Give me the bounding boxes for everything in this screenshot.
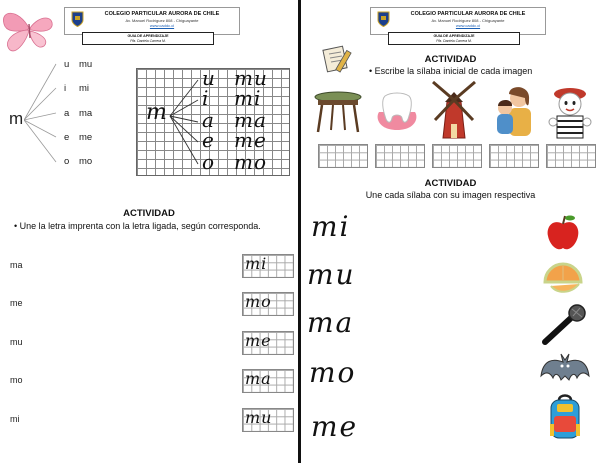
match-cursive-me[interactable] <box>242 331 294 355</box>
big-letter-m: m <box>9 109 24 128</box>
school-name: COLEGIO PARTICULAR AURORA DE CHILE <box>410 11 526 17</box>
answer-box-5[interactable] <box>546 144 596 168</box>
activity2-title: ACTIVIDAD <box>424 178 477 189</box>
cursive-syllable-mi: mi <box>234 86 262 110</box>
mother-child-picture <box>489 84 539 138</box>
school-crest-icon <box>377 11 390 27</box>
cursive-letter-m: m <box>146 100 168 125</box>
match-print-mu[interactable]: mu <box>10 337 23 347</box>
match-cursive-mu[interactable] <box>242 408 294 432</box>
vowel-a: a <box>64 108 70 119</box>
answer-box-2[interactable] <box>375 144 425 168</box>
match-cursive-mi[interactable] <box>242 254 294 278</box>
syllable-ma: ma <box>79 108 93 119</box>
left-worksheet-page <box>0 0 298 463</box>
activity1-instruction-text: Escribe la sílaba inicial de cada imagen <box>374 66 533 76</box>
microphone-picture[interactable] <box>539 304 589 346</box>
windmill-picture <box>429 80 479 140</box>
guide-box-right <box>388 32 520 45</box>
match-print-mo[interactable]: mo <box>10 375 23 385</box>
cursive-syllable-mo: mo <box>234 150 268 174</box>
match-cursive-mo[interactable] <box>242 292 294 316</box>
school-crest-icon <box>71 11 84 27</box>
bullet-icon: • <box>14 221 20 231</box>
tooth-picture <box>373 90 421 134</box>
bat-picture[interactable] <box>539 350 591 386</box>
vowel-e: e <box>64 132 70 143</box>
match-cursive-me-text: me <box>245 331 272 350</box>
vowel-u: u <box>64 59 70 70</box>
cursive-ma[interactable]: ma <box>307 306 355 339</box>
match-print-me[interactable]: me <box>10 298 23 308</box>
teacher-name: Pfa. Daniela Carrera M. <box>436 38 472 43</box>
cursive-vowel-o: o <box>202 150 216 174</box>
teacher-name: Pfa. Daniela Carrera M. <box>130 38 166 43</box>
cursive-syllable-ma: ma <box>234 108 267 132</box>
cursive-mo[interactable]: mo <box>309 356 357 389</box>
activity-instruction <box>14 221 261 231</box>
school-website-link[interactable]: www.caddc.cl <box>455 23 481 28</box>
melon-picture[interactable] <box>541 260 585 296</box>
activity1-title: ACTIVIDAD <box>424 54 477 65</box>
match-cursive-ma-text: ma <box>245 369 272 388</box>
cursive-syllable-me: me <box>234 128 267 152</box>
match-print-mi[interactable]: mi <box>10 414 20 424</box>
school-address: Av. Manuel Rodríguez 808 - Chiguayante <box>431 18 505 23</box>
answer-box-4[interactable] <box>489 144 539 168</box>
cursive-me[interactable]: me <box>311 410 359 443</box>
apple-picture[interactable] <box>544 214 582 252</box>
vowel-o: o <box>64 156 70 167</box>
bullet-icon: • <box>369 66 375 76</box>
right-worksheet-page <box>301 0 600 463</box>
cursive-syllable-mu: mu <box>234 66 268 90</box>
match-cursive-mu-text: mu <box>245 408 273 427</box>
backpack-picture[interactable] <box>545 394 585 442</box>
activity-title: ACTIVIDAD <box>123 208 175 219</box>
match-cursive-mi-text: mi <box>245 254 268 273</box>
activity-instruction-text: Une la letra imprenta con la letra ligada, según corresponda. <box>19 221 261 231</box>
match-cursive-ma[interactable] <box>242 369 294 393</box>
cursive-vowel-e: e <box>202 128 215 152</box>
cursive-branch-lines <box>166 70 204 172</box>
butterfly-icon <box>0 8 58 54</box>
syllable-mo: mo <box>79 156 93 167</box>
syllable-mu: mu <box>79 59 93 70</box>
answer-box-3[interactable] <box>432 144 482 168</box>
mime-picture <box>545 84 595 140</box>
syllable-me: me <box>79 132 93 143</box>
school-header-right <box>370 7 546 35</box>
syllable-mi: mi <box>79 83 90 94</box>
cursive-vowel-i: i <box>202 86 210 110</box>
cursive-mu[interactable]: mu <box>307 258 356 291</box>
guide-box <box>82 32 214 45</box>
activity1-instruction <box>369 66 532 76</box>
cursive-vowel-a: a <box>202 108 215 132</box>
school-name: COLEGIO PARTICULAR AURORA DE CHILE <box>104 11 220 17</box>
table-picture <box>313 88 363 134</box>
cursive-mi[interactable]: mi <box>311 210 351 243</box>
match-print-ma[interactable]: ma <box>10 260 23 270</box>
school-address: Av. Manuel Rodríguez 808 - Chiguayante <box>125 18 199 23</box>
vowel-i: i <box>64 83 67 94</box>
cursive-vowel-u: u <box>202 66 216 90</box>
school-website-link[interactable]: www.caddc.cl <box>149 23 175 28</box>
branch-lines <box>24 58 67 168</box>
guide-title: GUIA DE APRENDIZAJE <box>127 34 169 38</box>
match-cursive-mo-text: mo <box>245 292 272 311</box>
school-header <box>64 7 240 35</box>
answer-box-1[interactable] <box>318 144 368 168</box>
guide-title: GUIA DE APRENDIZAJE <box>433 34 475 38</box>
activity2-instruction: Une cada sílaba con su imagen respectiva <box>365 190 536 200</box>
